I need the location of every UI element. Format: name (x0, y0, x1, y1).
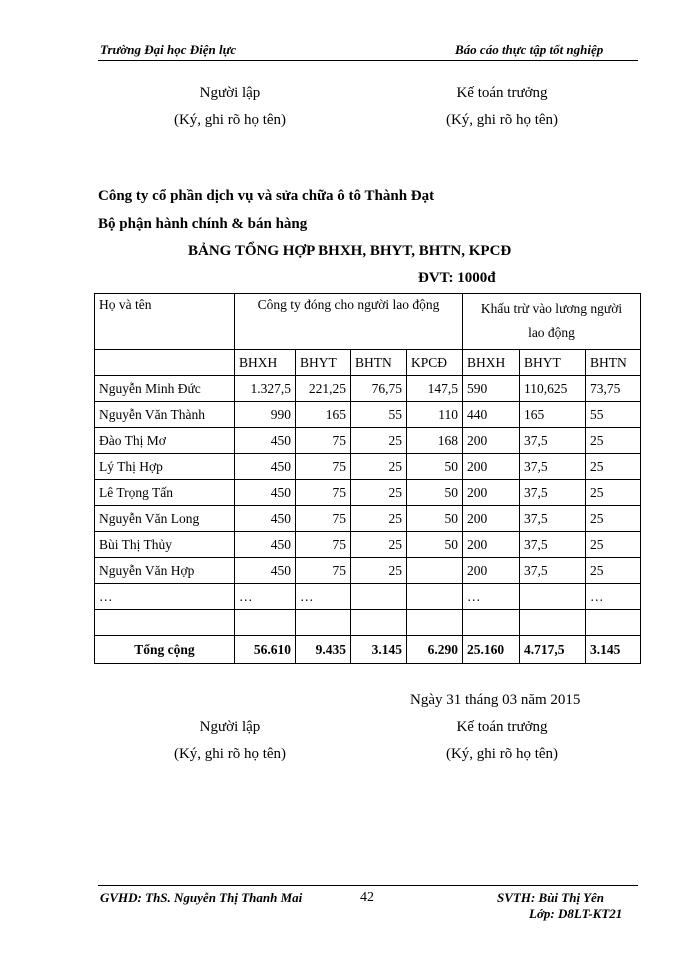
amount-cell: 450 (235, 532, 296, 558)
amount-cell: 200 (463, 454, 520, 480)
top-preparer-note: (Ký, ghi rõ họ tên) (173, 112, 287, 128)
subheader-cell: BHXH (235, 350, 296, 376)
amount-cell: 73,75 (586, 376, 641, 402)
table-title: BẢNG TỔNG HỢP BHXH, BHYT, BHTN, KPCĐ (188, 243, 512, 259)
total-cell: 3.145 (351, 636, 407, 664)
table-row (95, 558, 641, 584)
footer-student: SVTH: Bùi Thị Yên (497, 890, 605, 905)
subheader-cell: BHYT (520, 350, 586, 376)
amount-cell (351, 584, 407, 610)
amount-cell: 50 (407, 506, 463, 532)
amount-cell: 450 (235, 428, 296, 454)
amount-cell: 25 (351, 454, 407, 480)
total-cell: 9.435 (296, 636, 351, 664)
amount-cell: 1.327,5 (235, 376, 296, 402)
amount-cell: 75 (296, 532, 351, 558)
amount-cell (520, 584, 586, 610)
total-cell: 6.290 (407, 636, 463, 664)
top-preparer-title: Người lập (199, 85, 261, 101)
amount-cell (463, 610, 520, 636)
amount-cell: 37,5 (520, 532, 586, 558)
amount-cell: 165 (296, 402, 351, 428)
amount-cell: 50 (407, 454, 463, 480)
amount-cell: 165 (520, 402, 586, 428)
footer-advisor: GVHD: ThS. Nguyễn Thị Thanh Mai (100, 890, 303, 905)
header-deduct-line-1: Khấu trừ vào lương người (480, 301, 623, 316)
amount-cell (407, 610, 463, 636)
amount-cell: 25 (586, 506, 641, 532)
total-cell: 25.160 (463, 636, 520, 664)
total-cell: 4.717,5 (520, 636, 586, 664)
table-row (95, 584, 641, 610)
amount-cell: 37,5 (520, 558, 586, 584)
employee-name-cell: Đào Thị Mơ (95, 428, 235, 454)
employee-name-cell: Lê Trọng Tấn (95, 480, 235, 506)
insurance-summary-table (94, 293, 641, 664)
amount-cell: 440 (463, 402, 520, 428)
bottom-preparer-note: (Ký, ghi rõ họ tên) (173, 746, 287, 762)
subheader-cell: KPCĐ (407, 350, 463, 376)
amount-cell: 75 (296, 506, 351, 532)
amount-cell: 110 (407, 402, 463, 428)
header-deduct-group (463, 294, 641, 350)
subheader-cell: BHTN (586, 350, 641, 376)
amount-cell: 37,5 (520, 506, 586, 532)
amount-cell (407, 584, 463, 610)
amount-cell: 200 (463, 558, 520, 584)
company-name: Công ty cổ phần dịch vụ và sửa chữa ô tô Thành Đạt (98, 188, 435, 204)
table-subheader-row (95, 350, 641, 376)
amount-cell: 50 (407, 532, 463, 558)
amount-cell: 990 (235, 402, 296, 428)
bottom-accountant-note: (Ký, ghi rõ họ tên) (445, 746, 559, 762)
header-company-group: Công ty đóng cho người lao động (235, 294, 463, 350)
amount-cell: 37,5 (520, 480, 586, 506)
amount-cell: 450 (235, 506, 296, 532)
amount-cell: 50 (407, 480, 463, 506)
employee-name-cell: Nguyễn Minh Đức (95, 376, 235, 402)
amount-cell: 76,75 (351, 376, 407, 402)
amount-cell: … (586, 584, 641, 610)
employee-name-cell: Lý Thị Hợp (95, 454, 235, 480)
header-deduct-line-2: lao động (528, 325, 575, 340)
amount-cell: 200 (463, 480, 520, 506)
subheader-cell: BHYT (296, 350, 351, 376)
amount-cell: 450 (235, 454, 296, 480)
employee-name-cell (95, 610, 235, 636)
amount-cell: 75 (296, 480, 351, 506)
header-report-title: Báo cáo thực tập tốt nghiệp (455, 42, 604, 57)
total-cell: 3.145 (586, 636, 641, 664)
amount-cell: 25 (351, 558, 407, 584)
amount-cell: 25 (586, 454, 641, 480)
amount-cell: 25 (351, 480, 407, 506)
top-accountant-note: (Ký, ghi rõ họ tên) (445, 112, 559, 128)
amount-cell: 590 (463, 376, 520, 402)
amount-cell (351, 610, 407, 636)
amount-cell (586, 610, 641, 636)
amount-cell: 147,5 (407, 376, 463, 402)
table-row (95, 428, 641, 454)
table-row (95, 610, 641, 636)
table-row (95, 454, 641, 480)
bottom-accountant-title: Kế toán trưởng (456, 719, 548, 735)
header-school: Trường Đại học Điện lực (100, 42, 237, 57)
bottom-preparer-title: Người lập (199, 719, 261, 735)
amount-cell: 168 (407, 428, 463, 454)
amount-cell: 55 (586, 402, 641, 428)
amount-cell: 110,625 (520, 376, 586, 402)
amount-cell (296, 610, 351, 636)
table-header-row (95, 294, 641, 350)
employee-name-cell: Bùi Thị Thủy (95, 532, 235, 558)
header-rule (98, 60, 638, 61)
header-name-cell: Họ và tên (95, 294, 235, 350)
amount-cell: 37,5 (520, 454, 586, 480)
amount-cell (235, 610, 296, 636)
amount-cell: … (296, 584, 351, 610)
amount-cell: 37,5 (520, 428, 586, 454)
amount-cell: 200 (463, 428, 520, 454)
amount-cell: 25 (351, 532, 407, 558)
amount-cell: 450 (235, 558, 296, 584)
footer-rule (98, 885, 638, 886)
amount-cell: 75 (296, 454, 351, 480)
amount-cell: 25 (586, 480, 641, 506)
amount-cell: 200 (463, 532, 520, 558)
amount-cell: 200 (463, 506, 520, 532)
table-row (95, 402, 641, 428)
employee-name-cell: Nguyễn Văn Hợp (95, 558, 235, 584)
date-line: Ngày 31 tháng 03 năm 2015 (410, 692, 581, 708)
amount-cell: … (463, 584, 520, 610)
table-total-row (95, 636, 641, 664)
amount-cell: 75 (296, 428, 351, 454)
amount-cell: 25 (351, 506, 407, 532)
top-accountant-title: Kế toán trưởng (456, 85, 548, 101)
amount-cell (407, 558, 463, 584)
amount-cell (520, 610, 586, 636)
unit-label: ĐVT: 1000đ (418, 270, 496, 286)
amount-cell: 25 (351, 428, 407, 454)
amount-cell: 55 (351, 402, 407, 428)
total-label: Tổng cộng (95, 636, 235, 664)
amount-cell: 25 (586, 428, 641, 454)
employee-name-cell: Nguyễn Văn Long (95, 506, 235, 532)
footer-page-number: 42 (360, 890, 374, 905)
table-row (95, 532, 641, 558)
amount-cell: … (235, 584, 296, 610)
amount-cell: 450 (235, 480, 296, 506)
amount-cell: 25 (586, 558, 641, 584)
total-cell: 56.610 (235, 636, 296, 664)
employee-name-cell: Nguyễn Văn Thành (95, 402, 235, 428)
amount-cell: 75 (296, 558, 351, 584)
table-row (95, 506, 641, 532)
table-row (95, 480, 641, 506)
subheader-blank (95, 350, 235, 376)
amount-cell: 25 (586, 532, 641, 558)
amount-cell: 221,25 (296, 376, 351, 402)
department-name: Bộ phận hành chính & bán hàng (98, 216, 308, 232)
employee-name-cell: … (95, 584, 235, 610)
table-row (95, 376, 641, 402)
subheader-cell: BHXH (463, 350, 520, 376)
footer-class: Lớp: D8LT-KT21 (529, 906, 623, 921)
subheader-cell: BHTN (351, 350, 407, 376)
